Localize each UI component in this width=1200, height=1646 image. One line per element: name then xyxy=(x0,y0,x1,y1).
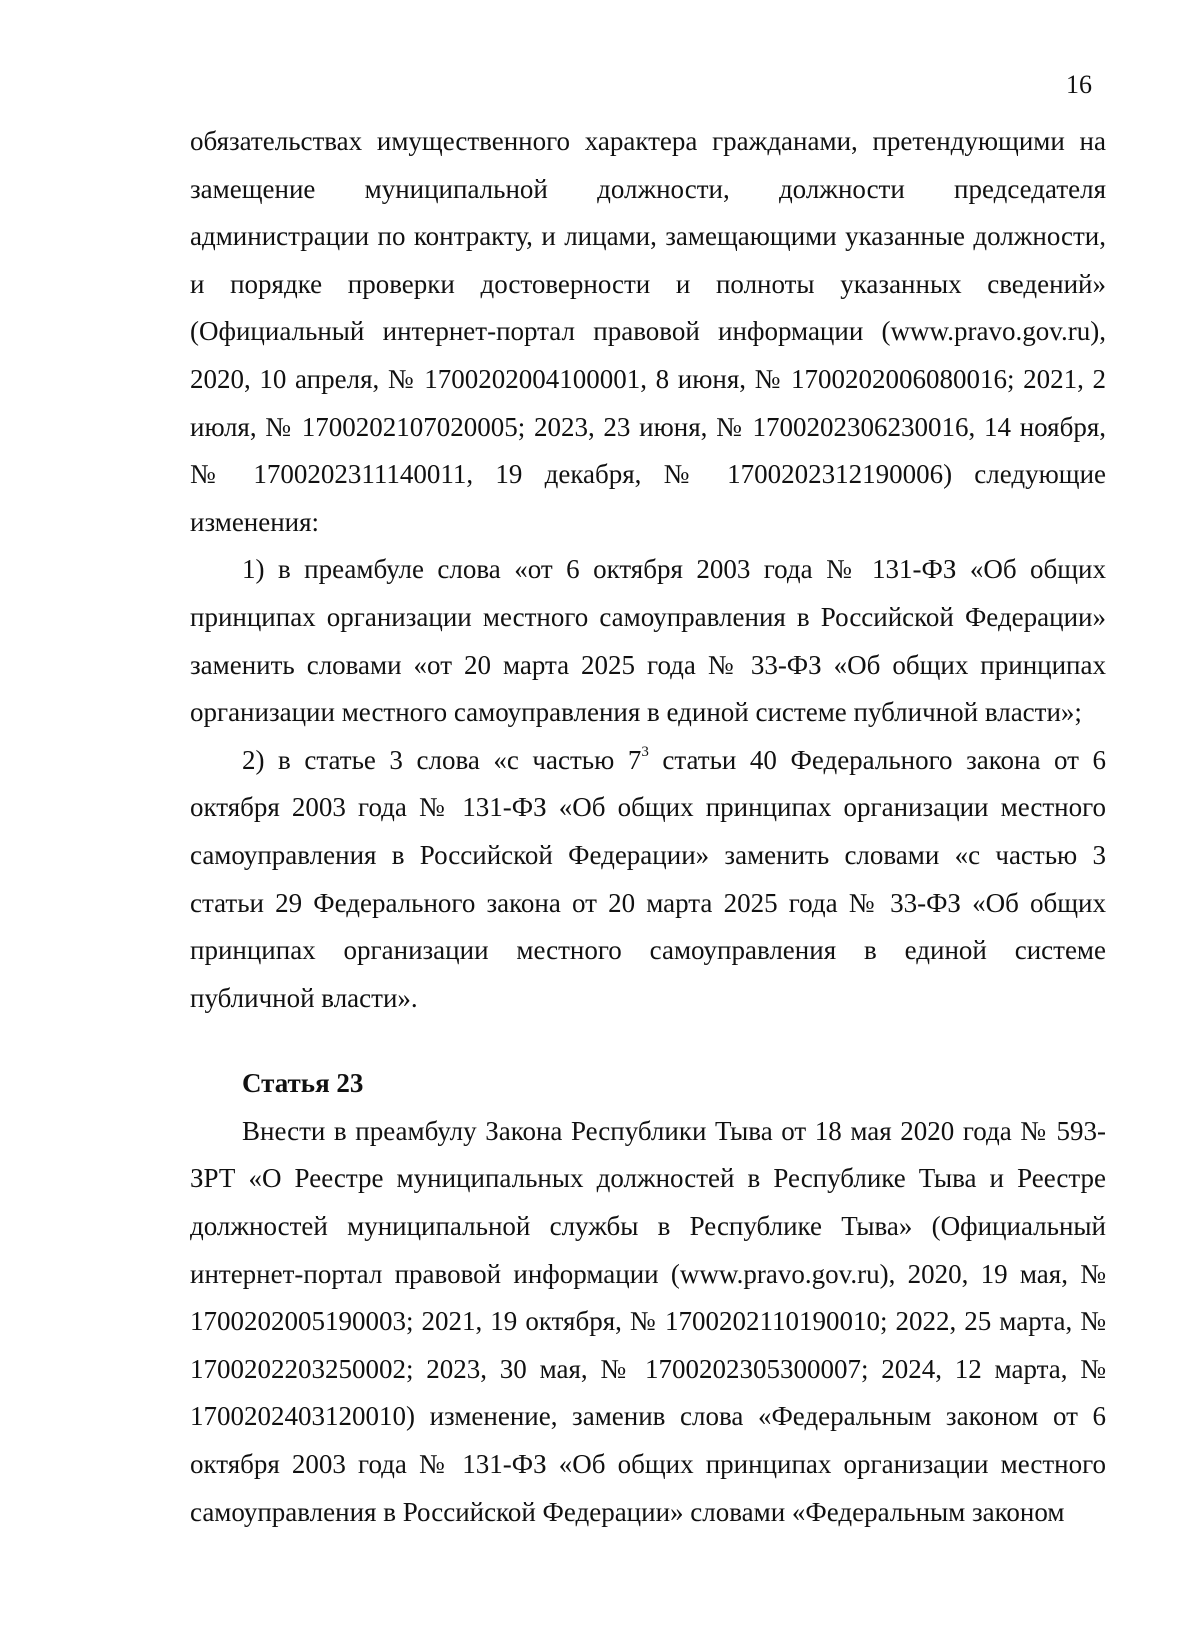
item-2-text-before: 2) в статье 3 слова «с частью 7 xyxy=(242,744,642,775)
article-23-paragraph: Внести в преамбулу Закона Республики Тыва от 18 мая 2020 года № 593-ЗРТ «О Реестре муниципальных должностей в Республике Тыва и Реестре должностей муниципальной службы в Республике Тыва» (Официальный интернет-портал правовой информации (www.pravo.gov.ru), 2020, 19 мая, № 1700202005190003; 2021, 19 октября, № 1700202110190010; 2022, 25 марта, № 1700202203250002; 2023, 30 мая, № 1700202305300007; 2024, 12 марта, № 1700202403120010) изменение, заменив слова «Федеральным законом от 6 октября 2003 года № 131-ФЗ «Об общих принципах организации местного самоуправления в Российской Федерации» словами «Федеральным законом xyxy=(190,1115,1106,1527)
article-23-heading: Статья 23 xyxy=(242,1068,364,1099)
paragraph-item-1: 1) в преамбуле слова «от 6 октября 2003 года № 131-ФЗ «Об общих принципах организации местного самоуправления в Российской Федерации» заменить словами «от 20 марта 2025 года № 33-ФЗ «Об общих принципах организации местного самоуправления в единой системе публичной власти»; xyxy=(190,554,1106,728)
item-2-text-after: статьи 40 Федерального закона от 6 октября 2003 года № 131-ФЗ «Об общих принципах организации местного самоуправления в Российской Федерации» заменить словами «с частью 3 статьи 29 Федерального закона от 20 марта 2025 года № 33-ФЗ «Об общих принципах организации местного самоуправления в единой системе публичной власти». xyxy=(190,744,1106,1013)
paragraph-item-2 xyxy=(190,737,1106,1023)
item-2-superscript: 3 xyxy=(641,743,649,760)
document-body xyxy=(190,118,1106,1536)
paragraph-intro: обязательствах имущественного характера гражданами, претендующими на замещение муниципальной должности, должности председателя администрации по контракту, и лицами, замещающими указанные должности, и порядке проверки достоверности и полноты указанных сведений» (Официальный интернет-портал правовой информации (www.pravo.gov.ru), 2020, 10 апреля, № 1700202004100001, 8 июня, № 1700202006080016; 2021, 2 июля, № 1700202107020005; 2023, 23 июня, № 1700202306230016, 14 ноября, № 1700202311140011, 19 декабря, № 1700202312190006) следующие изменения: xyxy=(190,126,1106,537)
page-number: 16 xyxy=(1066,70,1092,99)
